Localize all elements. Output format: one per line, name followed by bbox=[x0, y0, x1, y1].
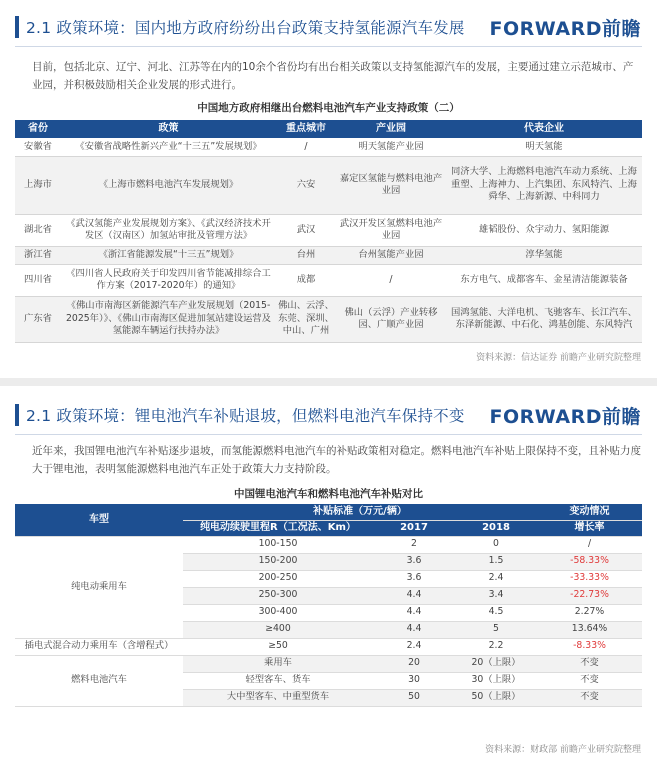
province-cell: 湖北省 bbox=[15, 214, 61, 246]
table-row bbox=[15, 156, 642, 214]
value-2017-cell: 2.4 bbox=[373, 638, 455, 655]
source-note: 资料来源：信达证券 前瞻产业研究院整理 bbox=[476, 353, 641, 363]
value-2017-cell: 2 bbox=[373, 536, 455, 553]
value-2017-cell: 30 bbox=[373, 672, 455, 689]
slide-divider bbox=[0, 378, 657, 386]
company-cell: 雄韬股份、众宇动力、氢阳能源 bbox=[446, 214, 642, 246]
park-cell: 台州氢能产业园 bbox=[336, 246, 446, 264]
value-2018-cell: 3.4 bbox=[455, 587, 537, 604]
title-accent-bar bbox=[15, 16, 19, 38]
range-cell: 100-150 bbox=[183, 536, 373, 553]
city-cell: 六安 bbox=[276, 156, 336, 214]
growth-cell: -58.33% bbox=[537, 553, 642, 570]
value-2018-cell: 0 bbox=[455, 536, 537, 553]
title-accent-bar bbox=[15, 404, 19, 426]
growth-cell: 不变 bbox=[537, 689, 642, 706]
table-row bbox=[15, 138, 642, 156]
growth-cell: / bbox=[537, 536, 642, 553]
policy-table bbox=[15, 120, 642, 343]
intro-paragraph: 近年来，我国锂电池汽车补贴逐步退坡，而氢能源燃料电池汽车的补贴政策相对稳定。燃料电池汽车补贴上限保持不变，且补贴力度大于锂电池，表明氢能源燃料电池汽车正处于政策大力支持阶段。 bbox=[32, 445, 641, 475]
group-label: 纯电动乘用车 bbox=[15, 536, 183, 638]
growth-cell: -33.33% bbox=[537, 570, 642, 587]
subsidy-standard-header: 补贴标准（万元/辆） bbox=[183, 504, 537, 520]
slide-header bbox=[0, 398, 657, 432]
growth-cell: 13.64% bbox=[537, 621, 642, 638]
table-row bbox=[15, 536, 642, 553]
company-cell: 国鸿氢能、大洋电机、飞驰客车、长江汽车、东泽新能源、中石化、鸿基创能、东风特汽 bbox=[446, 296, 642, 342]
province-cell: 安徽省 bbox=[15, 138, 61, 156]
value-2017-cell: 4.4 bbox=[373, 621, 455, 638]
source-note: 资料来源：财政部 前瞻产业研究院整理 bbox=[485, 745, 641, 755]
table-row bbox=[15, 655, 642, 672]
slide-subsidy-comparison bbox=[0, 392, 657, 765]
park-cell: 明天氢能产业园 bbox=[336, 138, 446, 156]
growth-cell: -8.33% bbox=[537, 638, 642, 655]
value-2017-cell: 4.4 bbox=[373, 587, 455, 604]
company-cell: 东方电气、成都客车、金星清洁能源装备 bbox=[446, 264, 642, 296]
city-cell: 成都 bbox=[276, 264, 336, 296]
column-header: 省份 bbox=[15, 120, 61, 138]
header-rule bbox=[15, 46, 642, 47]
range-cell: ≥400 bbox=[183, 621, 373, 638]
policy-cell: 《浙江省能源发展“十三五”规划》 bbox=[61, 246, 276, 264]
column-header: 政策 bbox=[61, 120, 276, 138]
value-2018-cell: 20（上限） bbox=[455, 655, 537, 672]
slide-header bbox=[0, 10, 657, 44]
policy-cell: 《四川省人民政府关于印发四川省节能减排综合工作方案（2017-2020年）的通知》 bbox=[61, 264, 276, 296]
forward-logo: FORWARD前瞻 bbox=[489, 406, 641, 428]
header-rule bbox=[15, 434, 642, 435]
growth-cell: -22.73% bbox=[537, 587, 642, 604]
intro-paragraph: 目前，包括北京、辽宁、河北、江苏等在内的10余个省份均有出台相关政策以支持氢能源汽车的发展，主要通过建立示范城市、产业园，并积极鼓励相关企业发展的形式进行。 bbox=[32, 61, 634, 91]
group-label: 燃料电池汽车 bbox=[15, 655, 183, 706]
company-cell: 明天氢能 bbox=[446, 138, 642, 156]
growth-cell: 2.27% bbox=[537, 604, 642, 621]
value-2018-cell: 2.2 bbox=[455, 638, 537, 655]
growth-header: 增长率 bbox=[537, 520, 642, 536]
park-cell: 武汉开发区氢燃料电池产业园 bbox=[336, 214, 446, 246]
growth-cell: 不变 bbox=[537, 672, 642, 689]
range-cell: 大中型客车、中重型货车 bbox=[183, 689, 373, 706]
column-header: 代表企业 bbox=[446, 120, 642, 138]
forward-logo: FORWARD前瞻 bbox=[489, 18, 641, 40]
park-cell: 佛山（云浮）产业转移园、广顺产业园 bbox=[336, 296, 446, 342]
city-cell: 佛山、云浮、东莞、深圳、中山、广州 bbox=[276, 296, 336, 342]
range-cell: 乘用车 bbox=[183, 655, 373, 672]
company-cell: 同济大学、上海燃料电池汽车动力系统、上海重塑、上海神力、上汽集团、东风特汽、上海舜华、上海新源、中科同力 bbox=[446, 156, 642, 214]
table-caption: 中国锂电池汽车和燃料电池汽车补贴对比 bbox=[234, 488, 423, 500]
range-cell: ≥50 bbox=[183, 638, 373, 655]
province-cell: 上海市 bbox=[15, 156, 61, 214]
range-cell: 200-250 bbox=[183, 570, 373, 587]
table-row bbox=[15, 638, 642, 655]
value-2017-cell: 50 bbox=[373, 689, 455, 706]
year-header-2018: 2018 bbox=[455, 520, 537, 536]
value-2017-cell: 3.6 bbox=[373, 553, 455, 570]
value-2017-cell: 4.4 bbox=[373, 604, 455, 621]
value-2017-cell: 3.6 bbox=[373, 570, 455, 587]
year-header-2017: 2017 bbox=[373, 520, 455, 536]
province-cell: 四川省 bbox=[15, 264, 61, 296]
table-row bbox=[15, 246, 642, 264]
table-header-row bbox=[15, 120, 642, 138]
value-2018-cell: 50（上限） bbox=[455, 689, 537, 706]
policy-cell: 《佛山市南海区新能源汽车产业发展规划（2015-2025年）》、《佛山市南海区促进加氢站建设运营及氢能源车辆运行扶持办法》 bbox=[61, 296, 276, 342]
value-2018-cell: 2.4 bbox=[455, 570, 537, 587]
column-header: 重点城市 bbox=[276, 120, 336, 138]
slide-title: 2.1 政策环境：锂电池汽车补贴退坡，但燃料电池汽车保持不变 bbox=[26, 407, 465, 425]
policy-cell: 《安徽省战略性新兴产业“十三五”发展规划》 bbox=[61, 138, 276, 156]
value-2017-cell: 20 bbox=[373, 655, 455, 672]
column-header: 产业园 bbox=[336, 120, 446, 138]
city-cell: / bbox=[276, 138, 336, 156]
value-2018-cell: 30（上限） bbox=[455, 672, 537, 689]
growth-cell: 不变 bbox=[537, 655, 642, 672]
table-row bbox=[15, 296, 642, 342]
city-cell: 武汉 bbox=[276, 214, 336, 246]
city-cell: 台州 bbox=[276, 246, 336, 264]
subsidy-table bbox=[15, 504, 642, 707]
range-cell: 300-400 bbox=[183, 604, 373, 621]
range-cell: 250-300 bbox=[183, 587, 373, 604]
change-header: 变动情况 bbox=[537, 504, 642, 520]
province-cell: 广东省 bbox=[15, 296, 61, 342]
table-row bbox=[15, 214, 642, 246]
policy-cell: 《上海市燃料电池汽车发展规划》 bbox=[61, 156, 276, 214]
range-cell: 轻型客车、货车 bbox=[183, 672, 373, 689]
province-cell: 浙江省 bbox=[15, 246, 61, 264]
value-2018-cell: 4.5 bbox=[455, 604, 537, 621]
company-cell: 淳华氢能 bbox=[446, 246, 642, 264]
table-caption: 中国地方政府相继出台燃料电池汽车产业支持政策（二） bbox=[197, 102, 460, 114]
range-header: 纯电动续驶里程R（工况法、Km） bbox=[183, 520, 373, 536]
slide-title: 2.1 政策环境：国内地方政府纷纷出台政策支持氢能源汽车发展 bbox=[26, 19, 465, 37]
table-row bbox=[15, 264, 642, 296]
table-header-row bbox=[15, 504, 642, 520]
park-cell: / bbox=[336, 264, 446, 296]
slide-local-policies bbox=[0, 0, 657, 370]
group-label: 插电式混合动力乘用车（含增程式） bbox=[15, 638, 183, 655]
policy-cell: 《武汉氢能产业发展规划方案》、《武汉经济技术开发区（汉南区）加氢站审批及管理方法》 bbox=[61, 214, 276, 246]
range-cell: 150-200 bbox=[183, 553, 373, 570]
value-2018-cell: 5 bbox=[455, 621, 537, 638]
vehicle-type-header: 车型 bbox=[15, 504, 183, 536]
park-cell: 嘉定区氢能与燃料电池产业园 bbox=[336, 156, 446, 214]
value-2018-cell: 1.5 bbox=[455, 553, 537, 570]
